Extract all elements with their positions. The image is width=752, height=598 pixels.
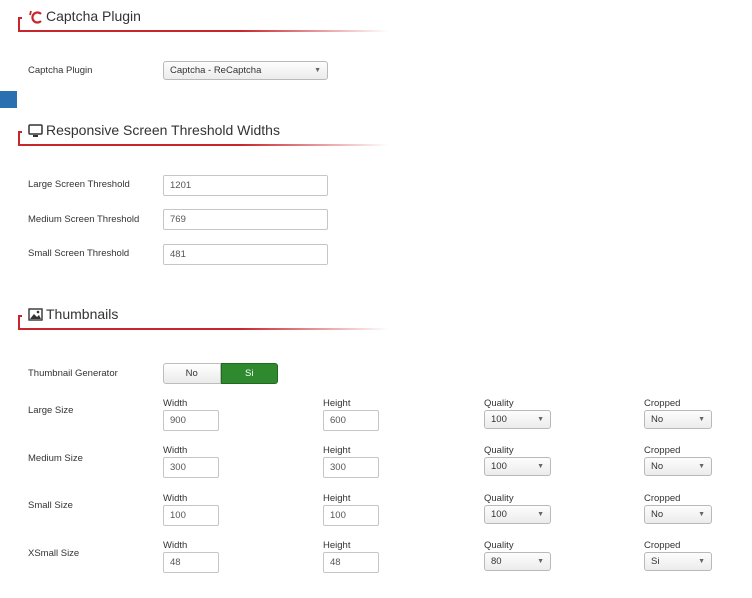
captcha-icon [28, 10, 43, 24]
chevron-down-icon: ▼ [314, 67, 321, 74]
select-value: No [651, 509, 664, 520]
select-value: Captcha - ReCaptcha [170, 65, 262, 76]
toggle-no-option[interactable]: No [163, 363, 221, 384]
medium-size-label: Medium Size [28, 453, 83, 464]
section-title: Responsive Screen Threshold Widths [46, 122, 280, 138]
select-value: Si [651, 556, 660, 567]
medium-height-input[interactable]: 300 [323, 457, 379, 478]
chevron-down-icon: ▼ [698, 416, 705, 423]
height-label: Height [323, 540, 351, 551]
height-label: Height [323, 445, 351, 456]
large-quality-select[interactable] [484, 410, 551, 429]
medium-quality-select[interactable] [484, 457, 551, 476]
large-screen-threshold-label: Large Screen Threshold [28, 179, 130, 190]
small-quality-select[interactable] [484, 505, 551, 524]
thumbnail-generator-label: Thumbnail Generator [28, 368, 118, 379]
xsmall-cropped-select[interactable] [644, 552, 712, 571]
monitor-icon [28, 124, 43, 138]
quality-label: Quality [484, 398, 514, 409]
small-width-input[interactable]: 100 [163, 505, 219, 526]
width-label: Width [163, 445, 188, 456]
large-height-input[interactable]: 600 [323, 410, 379, 431]
medium-width-input[interactable]: 300 [163, 457, 219, 478]
small-screen-threshold-input[interactable]: 481 [163, 244, 328, 265]
medium-screen-threshold-label: Medium Screen Threshold [28, 214, 140, 225]
small-cropped-select[interactable] [644, 505, 712, 524]
header-rule [18, 144, 388, 146]
xsmall-size-label: XSmall Size [28, 548, 80, 559]
chevron-down-icon: ▼ [537, 463, 544, 470]
header-rule [18, 328, 388, 330]
chevron-down-icon: ▼ [537, 511, 544, 518]
thumbnails-section-header [18, 306, 388, 328]
captcha-section-header [18, 8, 388, 30]
cropped-label: Cropped [644, 445, 681, 456]
select-value: No [651, 414, 664, 425]
section-title: Captcha Plugin [46, 8, 141, 24]
captcha-plugin-select[interactable] [163, 61, 328, 80]
image-icon [28, 308, 43, 322]
width-label: Width [163, 398, 188, 409]
select-value: 100 [491, 461, 507, 472]
captcha-plugin-label: Captcha Plugin [28, 65, 93, 76]
select-value: No [651, 461, 664, 472]
section-title: Thumbnails [46, 306, 119, 322]
xsmall-quality-select[interactable] [484, 552, 551, 571]
medium-cropped-select[interactable] [644, 457, 712, 476]
xsmall-height-input[interactable]: 48 [323, 552, 379, 573]
select-value: 100 [491, 414, 507, 425]
xsmall-width-input[interactable]: 48 [163, 552, 219, 573]
cropped-label: Cropped [644, 540, 681, 551]
chevron-down-icon: ▼ [698, 463, 705, 470]
responsive-section-header [18, 122, 388, 144]
large-cropped-select[interactable] [644, 410, 712, 429]
small-height-input[interactable]: 100 [323, 505, 379, 526]
quality-label: Quality [484, 493, 514, 504]
cropped-label: Cropped [644, 398, 681, 409]
cropped-label: Cropped [644, 493, 681, 504]
thumbnail-generator-toggle[interactable] [163, 363, 278, 384]
side-panel-tab[interactable] [0, 91, 17, 108]
large-screen-threshold-input[interactable]: 1201 [163, 175, 328, 196]
chevron-down-icon: ▼ [698, 558, 705, 565]
select-value: 80 [491, 556, 502, 567]
large-width-input[interactable]: 900 [163, 410, 219, 431]
medium-screen-threshold-input[interactable]: 769 [163, 209, 328, 230]
chevron-down-icon: ▼ [537, 416, 544, 423]
quality-label: Quality [484, 445, 514, 456]
quality-label: Quality [484, 540, 514, 551]
height-label: Height [323, 398, 351, 409]
height-label: Height [323, 493, 351, 504]
chevron-down-icon: ▼ [537, 558, 544, 565]
toggle-si-option[interactable]: Si [221, 363, 279, 384]
width-label: Width [163, 493, 188, 504]
header-rule [18, 30, 388, 32]
small-screen-threshold-label: Small Screen Threshold [28, 248, 130, 259]
width-label: Width [163, 540, 188, 551]
small-size-label: Small Size [28, 500, 73, 511]
large-size-label: Large Size [28, 405, 74, 416]
chevron-down-icon: ▼ [698, 511, 705, 518]
select-value: 100 [491, 509, 507, 520]
